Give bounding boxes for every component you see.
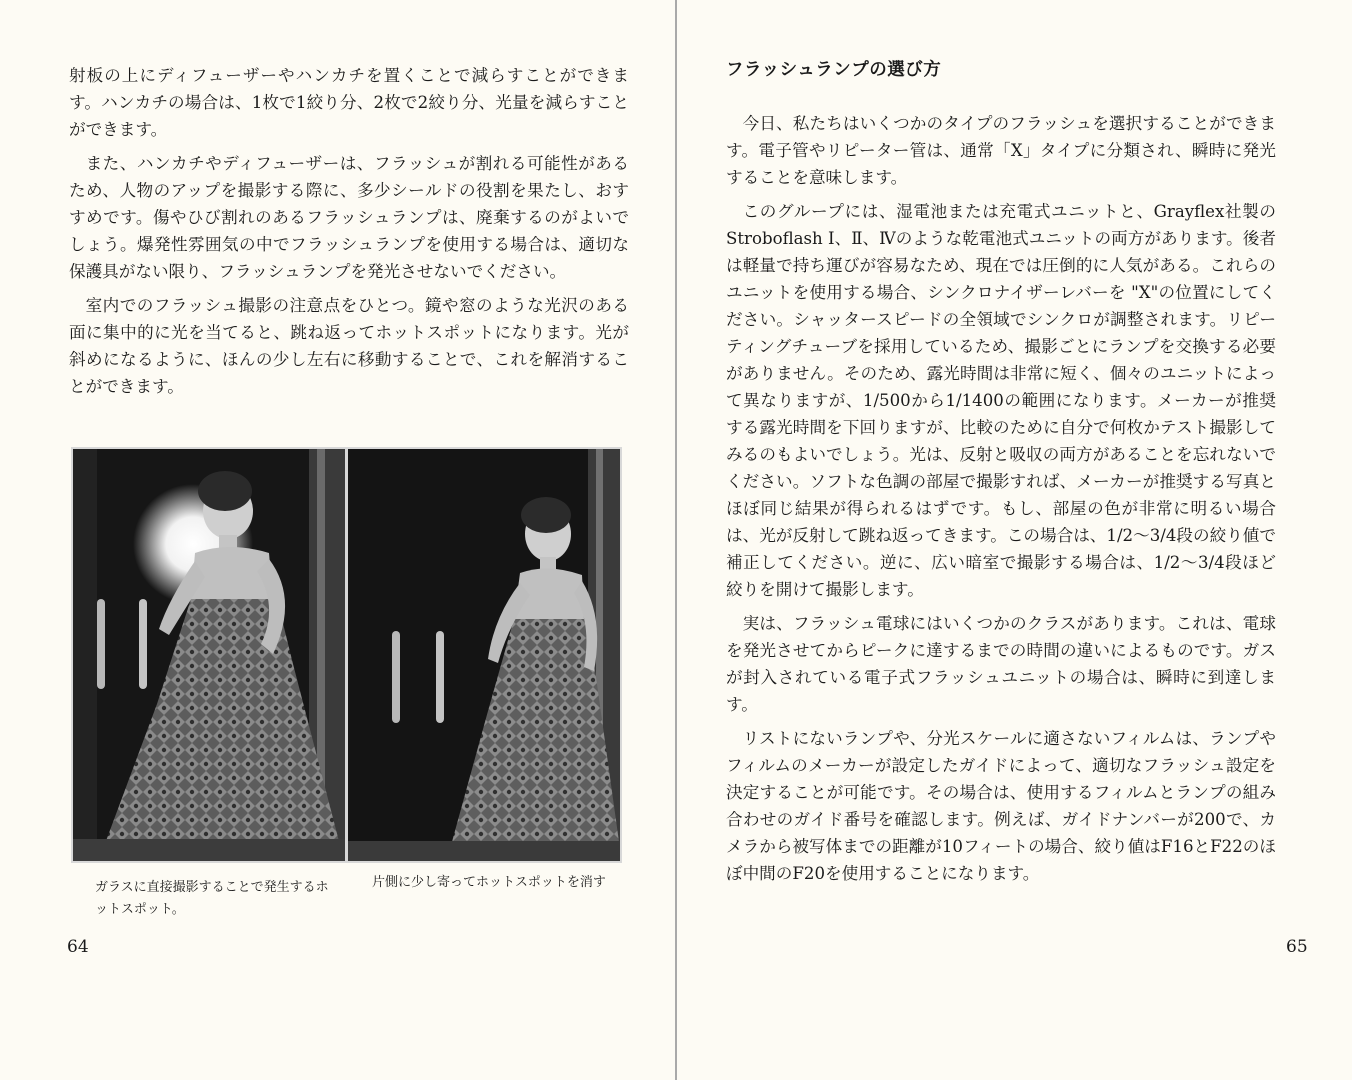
right-body-text [726,110,1276,894]
paragraph: リストにないランプや、分光スケールに適さないフィルムは、ランプやフィルムのメーカーが設定したガイドによって、適切なフラッシュ設定を決定することが可能です。その場合は、使用するフィルムとランプの組み合わせのガイド番号を確認します。例えば、ガイドナンバーが200で、カメラから被写体までの距離が10フィートの場合、絞り値はF16とF22のほぼ中間のF20を使用することになります。 [726,729,1276,883]
comparison-photos [71,447,622,863]
paragraph: 射板の上にディフューザーやハンカチを置くことで減らすことができます。ハンカチの場合は、1枚で1絞り分、2枚で2絞り分、光量を減らすことができます。 [69,66,629,139]
caption-left: ガラスに直接撮影することで発生するホットスポット。 [95,880,329,917]
left-body-text [69,62,629,407]
paragraph: 今日、私たちはいくつかのタイプのフラッシュを選択することができます。電子管やリピーター管は、通常「X」タイプに分類され、瞬時に発光することを意味します。 [726,114,1276,187]
paragraph: 室内でのフラッシュ撮影の注意点をひとつ。鏡や窓のような光沢のある面に集中的に光を当てると、跳ね返ってホットスポットになります。光が斜めになるように、ほんの少し左右に移動することで、これを解消することができます。 [69,296,629,396]
paragraph: 実は、フラッシュ電球にはいくつかのクラスがあります。これは、電球を発光させてからピークに達するまでの時間の違いによるものです。ガスが封入されている電子式フラッシュユニットの場合は、瞬時に到達します。 [726,614,1276,714]
paragraph: また、ハンカチやディフューザーは、フラッシュが割れる可能性があるため、人物のアップを撮影する際に、多少シールドの役割を果たし、おすすめです。傷やひび割れのあるフラッシュランプは、廃棄するのがよいでしょう。爆発性雰囲気の中でフラッシュランプを使用する場合は、適切な保護具がない限り、フラッシュランプを発光させないでください。 [69,154,629,281]
caption-right: 片側に少し寄ってホットスポットを消す [372,875,606,890]
page-number: 64 [67,937,89,957]
photo-hotspot-removed [348,449,620,861]
paragraph: このグループには、湿電池または充電式ユニットと、Grayflex社製のStroboflash Ⅰ、Ⅱ、Ⅳのような乾電池式ユニットの両方があります。後者は軽量で持ち運びが容易なため、現在では圧倒的に人気がある。これらのユニットを使用する場合、シンクロナイザーレバーを "X"の位置にしてください。シャッタースピードの全領域でシンクロが調整されます。リピーティングチューブを採用しているため、撮影ごとにランプを交換する必要がありません。そのため、露光時間は非常に短く、個々のユニットによって異なりますが、1/500から1/1400の範囲になります。メーカーが推奨する露光時間を下回りますが、比較のために自分で何枚かテスト撮影してみるのもよいでしょう。光は、反射と吸収の両方があることを忘れないでください。ソフトな色調の部屋で撮影すれば、メーカーが推奨する写真とほぼ同じ結果が得られるはずです。もし、部屋の色が非常に明るい場合は、光が反射して跳ね返ってきます。この場合は、1/2〜3/4段の絞り値で補正してください。逆に、広い暗室で撮影する場合は、1/2〜3/4段ほど絞りを開けて撮影します。 [726,202,1276,599]
right-page [677,0,1352,1080]
page-number: 65 [1286,937,1308,957]
section-heading: フラッシュランプの選び方 [726,60,942,80]
photo-hotspot-direct [73,449,345,861]
